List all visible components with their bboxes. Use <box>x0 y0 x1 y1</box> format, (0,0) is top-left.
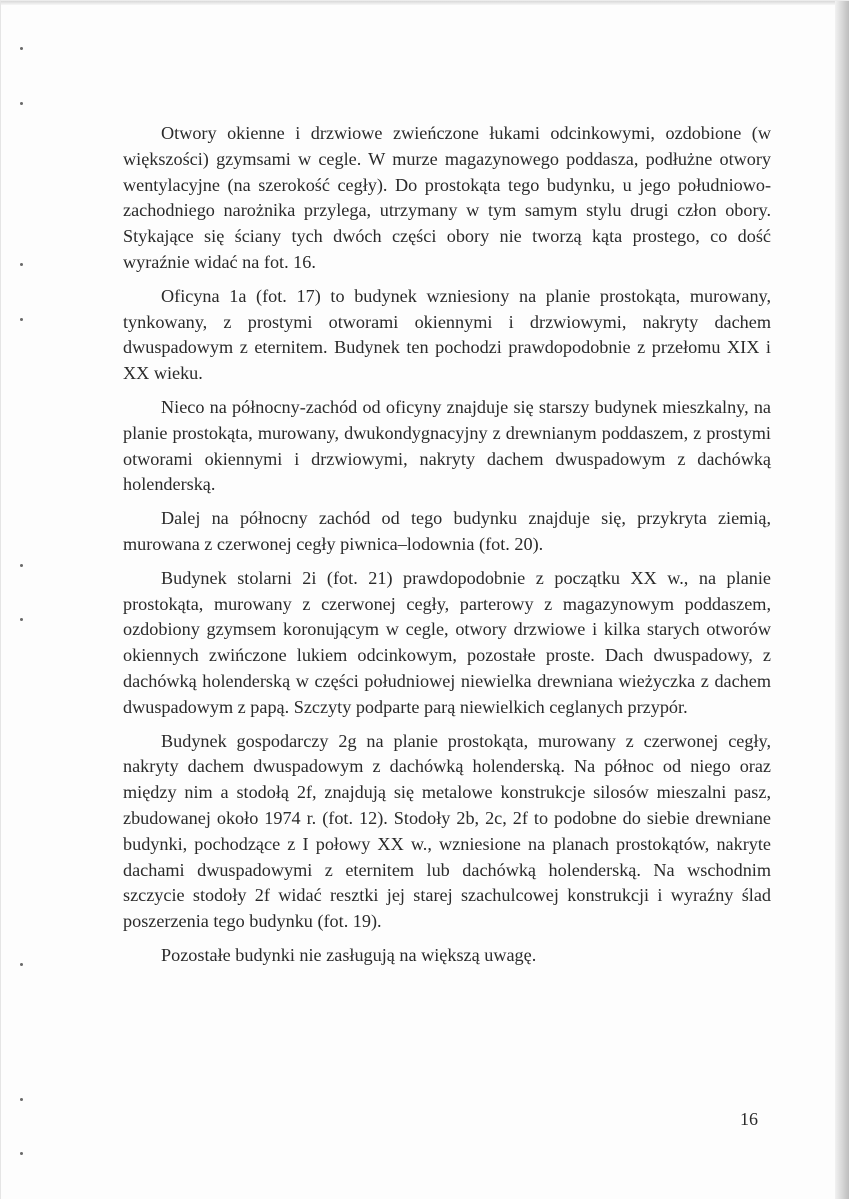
paragraph: Dalej na północny zachód od tego budynku znajduje się, przykryta ziemią, murowana z czerwonej cegły piwnica–lodownia (fot. 20). <box>123 508 771 554</box>
margin-speck <box>20 263 23 266</box>
page-number: 16 <box>740 1109 758 1129</box>
margin-speck <box>20 1152 23 1155</box>
margin-speck <box>20 963 23 966</box>
scan-edge-right <box>835 1 849 1199</box>
paragraph: Oficyna 1a (fot. 17) to budynek wzniesiony na planie prostokąta, murowany, tynkowany, z prostymi otworami okiennymi i drzwiowymi, nakryty dachem dwuspadowym z eternitem. Budynek ten pochodzi prawdopodobnie z przełomu XIX i XX wieku. <box>123 285 771 384</box>
margin-speck <box>20 564 23 567</box>
margin-speck <box>20 102 23 105</box>
paragraph: Nieco na północny-zachód od oficyny znajduje się starszy budynek mieszkalny, na planie prostokąta, murowany, dwukondygnacyjny z drewnianym poddaszem, z prostymi otworami okiennymi i drzwiowymi, nakryty dachem dwuspadowym z dachówką holenderską. <box>123 396 771 495</box>
paragraph: Budynek gospodarczy 2g na planie prostokąta, murowany z czerwonej cegły, nakryty dachem dwuspadowym z dachówką holenderską. Na północ od niego oraz między nim a stodołą 2f, znajdują się metalowe konstrukcje silosów mieszalni pasz, zbudowanej około 1974 r. (fot. 12). Stodoły 2b, 2c, 2f to podobne do siebie drewniane budynki, pochodzące z I połowy XX w., wzniesione na planach prostokątów, nakryte dachami dwuspadowymi z eternitem lub dachówką holenderską. Na wschodnim szczycie stodoły 2f widać resztki jej starej szachulcowej konstrukcji i wyraźny ślad poszerzenia tego budynku (fot. 19). <box>123 730 771 932</box>
margin-speck <box>20 1098 23 1101</box>
margin-speck <box>20 618 23 621</box>
paragraph: Budynek stolarni 2i (fot. 21) prawdopodobnie z początku XX w., na planie prostokąta, murowany z czerwonej cegły, parterowy z magazynowym poddaszem, ozdobiony gzymsem koronującym w cegle, otwory drzwiowe i kilka starych otworów okiennych zwińczone lukiem odcinkowym, pozostałe proste. Dach dwuspadowy, z dachówką holenderską w części południowej niewielka drewniana wieżyczka z dachem dwuspadowym z papą. Szczyty podparte parą niewielkich ceglanych przypór. <box>123 567 771 717</box>
body-text <box>123 121 771 977</box>
paragraph: Otwory okienne i drzwiowe zwieńczone łukami odcinkowymi, ozdobione (w większości) gzymsami w cegle. W murze magazynowego poddasza, podłużne otwory wentylacyjne (na szerokość cegły). Do prostokąta tego budynku, u jego południowo-zachodniego narożnika przylega, utrzymany w tym samym stylu drugi człon obory. Stykające się ściany tych dwóch części obory nie tworzą kąta prostego, co dość wyraźnie widać na fot. 16. <box>123 123 771 272</box>
margin-speck <box>20 47 23 50</box>
paragraph: Pozostałe budynki nie zasługują na większą uwagę. <box>161 944 537 965</box>
scan-edge-top <box>1 1 849 5</box>
margin-speck <box>20 318 23 321</box>
